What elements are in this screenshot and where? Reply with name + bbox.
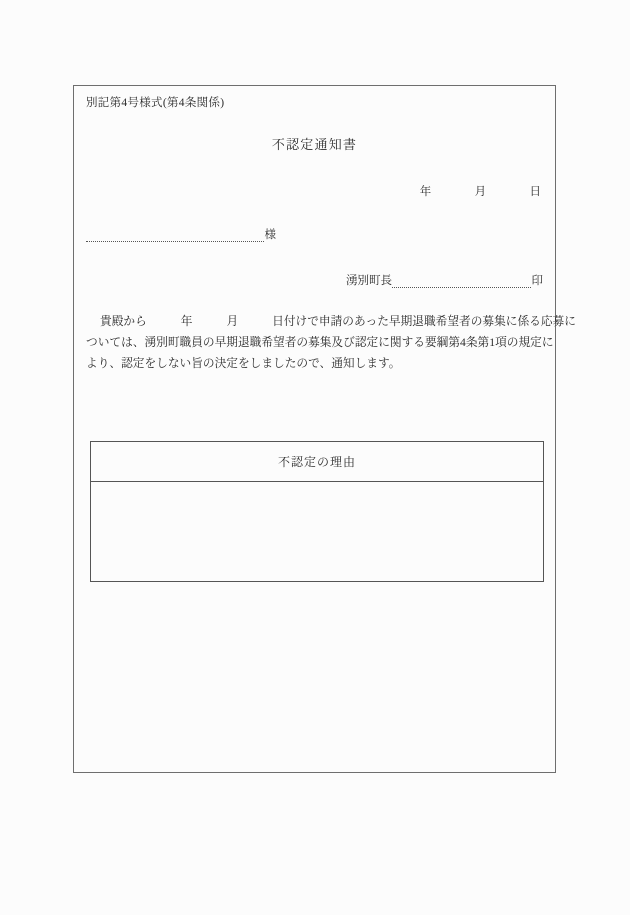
seal-label: 印 — [531, 274, 543, 287]
body-line-3: より、認定をしない旨の決定をしましたので、通知します。 — [86, 357, 401, 370]
issuer-row — [346, 275, 543, 288]
reason-table — [90, 441, 544, 582]
body-text — [86, 311, 576, 374]
body-line-2: ついては、湧別町職員の早期退職希望者の募集及び認定に関する要綱第4条第1項の規定に — [86, 336, 554, 349]
document-title: 不認定通知書 — [271, 137, 358, 152]
document-page — [73, 85, 576, 773]
date-line — [379, 183, 541, 199]
addressee-row — [86, 229, 276, 242]
form-number: 別記第4号様式(第4条関係) — [86, 97, 225, 109]
body-line-1-year: 年 — [180, 315, 193, 328]
body-line-1-prefix: 貴殿から — [100, 315, 147, 328]
addressee-blank-line[interactable] — [86, 229, 264, 242]
body-line-1-month: 月 — [226, 315, 239, 328]
body-line-1 — [86, 311, 576, 332]
issuer-name: 湧別町長 — [346, 274, 392, 287]
date-month-label: 月 — [474, 186, 487, 198]
reason-table-header: 不認定の理由 — [91, 442, 543, 482]
date-year-label: 年 — [419, 186, 432, 198]
body-line-1-suffix: 日付けで申請のあった早期退職希望者の募集に係る応募に — [272, 315, 576, 328]
reason-table-input-area[interactable] — [91, 482, 543, 581]
date-day-label: 日 — [529, 186, 541, 198]
addressee-honorific: 様 — [264, 228, 276, 241]
issuer-blank-line[interactable] — [392, 275, 531, 288]
